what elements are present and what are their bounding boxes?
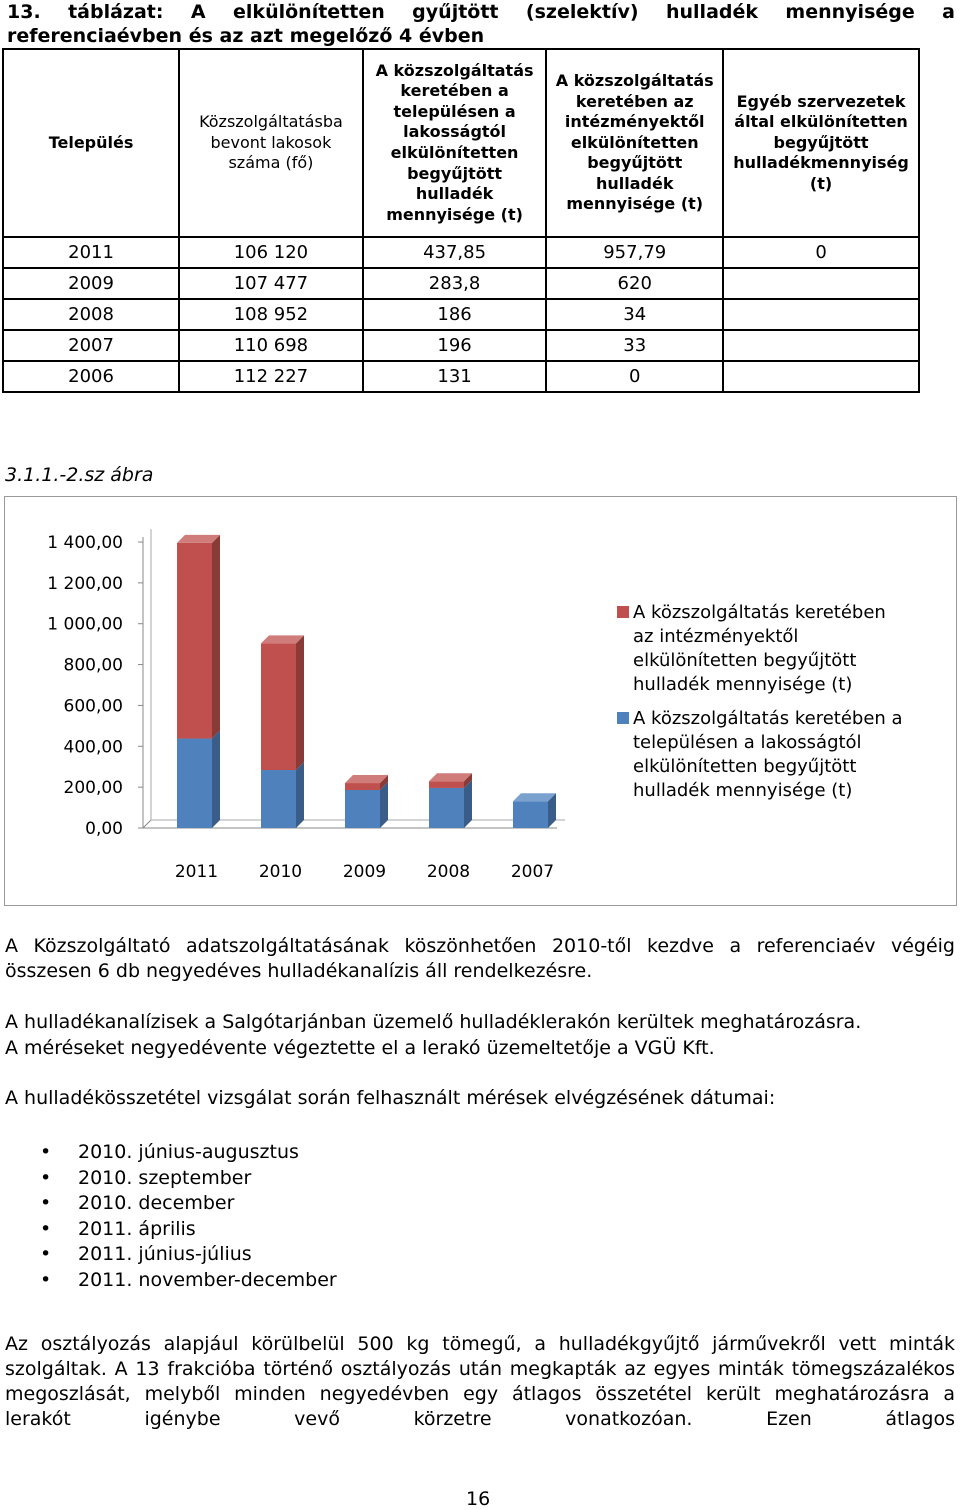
y-tick-label: 600,00 [63,696,123,717]
measurement-dates-list [0,1140,337,1294]
legend-line: településen a lakosságtól [633,732,862,753]
bullet-icon: • [40,1141,52,1163]
table-header-row [3,49,919,237]
bar-front-2008-series-0 [429,788,464,828]
legend-line: A közszolgáltatás keretében a [633,708,903,729]
table-cell: 620 [546,268,723,299]
bar-front-2009-series-0 [345,790,380,828]
y-tick-label: 0,00 [85,819,123,839]
date-text: 2011. április [78,1217,196,1240]
floor-edge [143,820,151,828]
bar-front-2007-series-0 [513,801,548,828]
table-cell: 2008 [3,299,179,330]
header-household-waste: A közszolgáltatás keretében a településen a lakosságtól elkülönítetten begyűjtött hulladék mennyisége (t) [363,49,547,237]
legend-item-institutions [633,601,953,697]
y-tick-label: 1 400,00 [47,533,123,553]
x-tick-label: 2008 [426,862,471,882]
table-row [3,237,919,268]
bullet-icon: • [40,1217,52,1240]
legend-line: hulladék mennyisége (t) [633,674,853,695]
table-caption: 13. táblázat: A elkülönítetten gyűjtött (szelektív) hulladék mennyisége a referenciaévben és az azt megelőző 4 évben [7,1,955,47]
table-cell: 196 [363,330,547,361]
chart-plot [5,497,956,905]
legend-swatch-households [617,712,629,724]
list-item [0,1191,337,1217]
bar-side-2008-series-0 [464,780,472,828]
stacked-bar-chart [4,496,957,906]
bullet-icon: • [40,1243,52,1266]
paragraph-classification: Az osztályozás alapjául körülbelül 500 kg tömegű, a hulladékgyűjtő járművekről vett minták szolgáltak. A 13 frakcióba történő osztályozás után megkapták az egyes minták tömegszázalékos megoszlását, melyből minden negyedévben egy átlagos összetétel került meghatározásra a lerakót igénybe vevő körzetre vonatkozóan. Ezen átlagos [5,1333,955,1430]
table-cell: 957,79 [546,237,723,268]
bar-front-2009-series-1 [345,783,380,790]
y-tick-label: 400,00 [63,737,123,758]
y-tick-label: 1 000,00 [47,614,123,635]
table-row [3,361,919,392]
table-row [3,299,919,330]
legend-line: az intézményektől [633,626,799,647]
table-cell: 2009 [3,268,179,299]
bar-front-2011-series-0 [177,739,212,828]
x-tick-label: 2009 [342,862,387,882]
table-cell: 437,85 [363,237,547,268]
paragraph-dates-intro: A hulladékösszetétel vizsgálat során felhasznált mérések elvégzésének dátumai: [5,1087,776,1109]
bar-side-2009-series-0 [380,782,388,828]
header-institution-waste: A közszolgáltatás keretében az intézményektől elkülönítetten begyűjtött hulladék mennyisége (t) [546,49,723,237]
legend-line: elkülönítetten begyűjtött [633,756,857,777]
header-population: Közszolgáltatásba bevont lakosok száma (fő) [179,49,363,237]
bar-side-2011-series-0 [212,731,220,828]
legend-swatch-institutions [617,606,629,618]
list-item [0,1268,337,1294]
table-cell: 283,8 [363,268,547,299]
bullet-icon: • [40,1166,52,1189]
date-text: 2010. december [78,1192,235,1215]
table-cell [723,361,919,392]
paragraph-operator: A méréseket negyedévente végeztette el a lerakó üzemeltetője a VGÜ Kft. [5,1037,715,1059]
table-cell: 34 [546,299,723,330]
paragraph-analysis-count: A Közszolgáltató adatszolgáltatásának köszönhetően 2010-től kezdve a referenciaév végéig összesen 6 db negyedéves hulladékanalízis áll rendelkezésre. [5,935,955,982]
waste-table [2,48,920,393]
date-text: 2010. június-augusztus [78,1141,299,1163]
table-cell: 131 [363,361,547,392]
legend-item-households [633,707,953,803]
table-cell [723,299,919,330]
bar-side-2010-series-1 [296,635,304,770]
table-body [3,237,919,392]
bar-side-2010-series-0 [296,762,304,828]
table-cell: 108 952 [179,299,363,330]
table-cell: 2006 [3,361,179,392]
table-cell [723,268,919,299]
bar-front-2008-series-1 [429,781,464,788]
table-cell [723,330,919,361]
legend-line: elkülönítetten begyűjtött [633,650,857,671]
page-number: 16 [466,1488,491,1510]
bullet-icon: • [40,1192,52,1215]
x-tick-label: 2011 [174,862,219,882]
table-row [3,268,919,299]
paragraph-landfill: A hulladékanalízisek a Salgótarjánban üzemelő hulladéklerakón kerültek meghatározásra. [5,1011,862,1033]
date-text: 2011. június-július [78,1243,252,1266]
date-text: 2011. november-december [78,1268,337,1291]
x-tick-label: 2010 [258,862,303,882]
table-cell: 33 [546,330,723,361]
x-tick-label: 2007 [510,862,555,882]
list-item [0,1242,337,1268]
table-cell: 0 [723,237,919,268]
date-text: 2010. szeptember [78,1166,252,1189]
legend-line: hulladék mennyisége (t) [633,780,853,801]
table-cell: 2011 [3,237,179,268]
table-cell: 106 120 [179,237,363,268]
bar-side-2011-series-1 [212,535,220,739]
figure-label: 3.1.1.-2.sz ábra [5,464,154,486]
bar-front-2010-series-1 [261,643,296,770]
y-tick-label: 800,00 [63,655,123,676]
y-tick-label: 200,00 [63,778,123,799]
list-item [0,1140,337,1166]
bar-front-2011-series-1 [177,543,212,739]
table-cell: 110 698 [179,330,363,361]
legend-line: A közszolgáltatás keretében [633,602,886,623]
table-cell: 112 227 [179,361,363,392]
y-tick-label: 1 200,00 [47,573,123,594]
header-settlement: Település [3,49,179,237]
table-cell: 107 477 [179,268,363,299]
list-item [0,1166,337,1192]
table-cell: 0 [546,361,723,392]
table-cell: 186 [363,299,547,330]
bar-front-2010-series-0 [261,770,296,828]
table-row [3,330,919,361]
list-item [0,1217,337,1243]
bullet-icon: • [40,1268,52,1291]
header-other-waste: Egyéb szervezetek által elkülönítetten begyűjtött hulladékmennyiség (t) [723,49,919,237]
table-cell: 2007 [3,330,179,361]
